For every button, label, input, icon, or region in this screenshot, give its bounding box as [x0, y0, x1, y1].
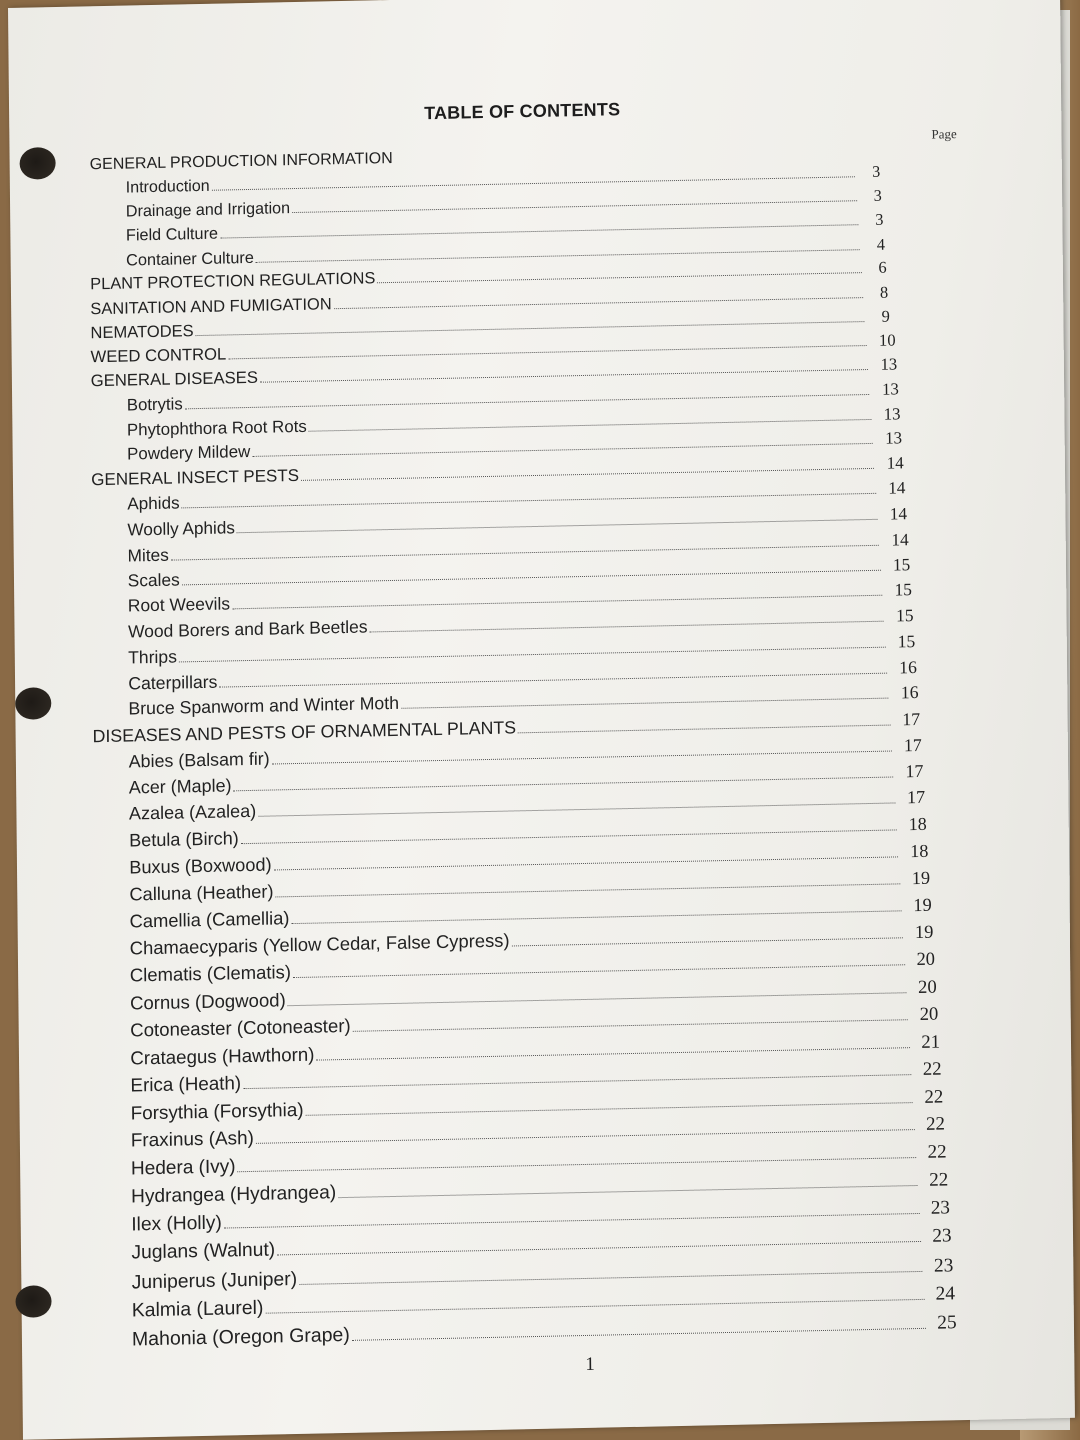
toc-page-number: 15	[894, 579, 913, 600]
dot-leader	[288, 991, 907, 1006]
toc-page-number: 17	[906, 787, 926, 808]
toc-page-number: 16	[900, 682, 919, 703]
toc-page-number: 20	[917, 976, 937, 998]
toc-label: Betula (Birch)	[129, 828, 239, 851]
toc-label: Woolly Aphids	[127, 517, 236, 540]
dot-leader	[292, 199, 857, 213]
toc-label: NEMATODES	[90, 320, 194, 342]
dot-leader	[306, 1101, 913, 1116]
toc-label: Azalea (Azalea)	[128, 801, 257, 824]
toc-label: Wood Borers and Bark Beetles	[127, 616, 368, 642]
toc-page-number: 22	[925, 1113, 946, 1135]
toc-page-number: 3	[872, 164, 881, 182]
toc-page-number: 14	[891, 529, 909, 550]
toc-label: Cotoneaster (Cotoneaster)	[130, 1014, 351, 1041]
toc-label: Camellia (Camellia)	[129, 907, 290, 932]
toc-page-number: 9	[881, 306, 890, 326]
toc-label: DISEASES AND PESTS OF ORNAMENTAL PLANTS	[92, 716, 517, 746]
toc-label: PLANT PROTECTION REGULATIONS	[90, 269, 376, 294]
dot-leader	[293, 964, 905, 979]
toc-label: Hydrangea (Hydrangea)	[131, 1182, 337, 1208]
toc-page-number: 10	[878, 330, 896, 350]
dot-leader	[238, 1156, 917, 1172]
toc-page-number: 25	[937, 1312, 957, 1334]
toc-label: GENERAL PRODUCTION INFORMATION	[89, 149, 393, 174]
toc-page-number: 15	[892, 555, 911, 575]
toc-label: Mahonia (Oregon Grape)	[131, 1323, 350, 1351]
dot-leader	[241, 828, 897, 844]
binder-hole-middle	[15, 687, 51, 720]
toc-page-number: 23	[932, 1225, 952, 1248]
toc-page-number: 19	[913, 895, 932, 916]
toc-label: Buxus (Boxwood)	[129, 854, 272, 878]
toc-page-number: 13	[881, 379, 899, 399]
toc-label: Powdery Mildew	[126, 442, 251, 464]
toc-label: Hedera (Ivy)	[130, 1156, 236, 1180]
toc-label: Fraxinus (Ash)	[130, 1127, 255, 1152]
toc-page-number: 18	[908, 813, 927, 835]
dot-leader	[265, 1298, 924, 1314]
toc-page-number: 13	[880, 354, 898, 375]
dot-leader	[377, 272, 861, 284]
dot-leader	[512, 937, 904, 947]
toc-label: Juglans (Walnut)	[131, 1239, 276, 1264]
dot-leader	[518, 723, 890, 733]
dot-leader	[272, 749, 892, 764]
toc-page-number: 13	[885, 428, 903, 448]
toc-page-number: 3	[875, 210, 884, 229]
toc-page-number: 21	[921, 1031, 941, 1053]
toc-page-number: 14	[889, 504, 908, 524]
toc-page-number: 17	[902, 708, 921, 729]
toc-label: Calluna (Heather)	[129, 880, 274, 905]
dot-leader	[277, 1240, 921, 1255]
dot-leader	[334, 296, 863, 309]
dot-leader	[243, 1073, 911, 1089]
toc-label: Thrips	[128, 646, 178, 668]
toc-label: GENERAL INSECT PESTS	[91, 466, 300, 490]
toc-page-number: 23	[933, 1255, 954, 1277]
toc-page-number: 4	[876, 234, 886, 254]
dot-leader	[276, 883, 900, 898]
bleed-through-text	[224, 99, 235, 137]
toc-page-number: 8	[879, 282, 889, 302]
toc-page-number: 24	[935, 1283, 956, 1305]
toc-label: Bruce Spanworm and Winter Moth	[128, 693, 400, 719]
toc-page-number: 22	[922, 1058, 942, 1081]
toc-label: Crataegus (Hawthorn)	[130, 1043, 315, 1069]
toc-label: Scales	[127, 569, 180, 591]
toc-page-number: 14	[886, 453, 904, 473]
toc-label: GENERAL DISEASES	[90, 368, 259, 391]
toc-page-number: 14	[888, 478, 906, 498]
toc-label: Acer (Maple)	[128, 775, 232, 798]
dot-leader	[258, 802, 895, 817]
toc-label: Juniperus (Juniper)	[131, 1267, 298, 1294]
toc-label: Abies (Balsam fir)	[128, 748, 270, 772]
toc-label: Cornus (Dogwood)	[129, 988, 286, 1014]
toc-label: Caterpillars	[128, 671, 218, 694]
toc-label: Introduction	[125, 177, 210, 197]
binder-hole-bottom	[15, 1285, 51, 1318]
dot-leader	[353, 1018, 908, 1032]
toc-label: Ilex (Holly)	[131, 1212, 222, 1236]
toc-page-number: 17	[905, 760, 924, 782]
toc-page-number: 3	[873, 187, 882, 205]
toc-page-number: 19	[914, 922, 934, 943]
toc-label: Chamaecyparis (Yellow Cedar, False Cypress)	[129, 929, 510, 959]
toc-label: Phytophthora Root Rots	[126, 416, 307, 440]
toc-label: Aphids	[127, 493, 180, 514]
dot-leader	[234, 776, 894, 792]
toc-label: Erica (Heath)	[130, 1072, 242, 1096]
toc-page-number: 22	[924, 1086, 944, 1108]
toc-page-number: 15	[895, 605, 914, 626]
binder-hole-top	[19, 147, 55, 180]
page-column-header: Page	[931, 126, 957, 142]
toc-page-number: 22	[929, 1169, 949, 1191]
toc-page-number: 18	[910, 840, 929, 861]
toc-page-number: 13	[883, 403, 901, 424]
toc-label: WEED CONTROL	[90, 344, 227, 367]
dot-leader	[301, 467, 874, 481]
toc-label: Mites	[127, 544, 169, 566]
toc-page-number: 16	[899, 656, 917, 677]
toc-label: SANITATION AND FUMIGATION	[90, 294, 332, 318]
dot-leader	[309, 418, 871, 432]
toc-label: Root Weevils	[127, 593, 231, 616]
toc-label: Botrytis	[126, 394, 183, 415]
toc-label: Field Culture	[125, 224, 219, 245]
dot-leader	[401, 697, 889, 709]
dot-leader	[352, 1327, 926, 1341]
dot-leader	[338, 1184, 918, 1198]
dot-leader	[252, 442, 872, 457]
toc-page-number: 23	[930, 1197, 951, 1219]
page-title: TABLE OF CONTENTS	[424, 99, 621, 124]
dot-leader	[256, 1128, 915, 1144]
toc-label: Forsythia (Forsythia)	[130, 1098, 304, 1124]
toc-page-number: 19	[911, 868, 931, 889]
toc-page-number: 15	[897, 630, 916, 652]
dot-leader	[317, 1046, 910, 1060]
toc-page-number: 20	[916, 949, 936, 970]
document-page	[8, 0, 1075, 1440]
toc-page-number: 20	[919, 1003, 939, 1026]
toc-page-number: 22	[927, 1141, 947, 1163]
page-number: 1	[585, 1353, 595, 1375]
dot-leader	[224, 1212, 920, 1229]
toc-label: Clematis (Clematis)	[129, 961, 292, 986]
dot-leader	[370, 620, 884, 633]
toc-label: Container Culture	[126, 248, 254, 270]
dot-leader	[292, 910, 902, 925]
dot-leader	[299, 1270, 923, 1285]
toc-page-number: 6	[878, 258, 887, 278]
dot-leader	[274, 855, 899, 870]
toc-page-number: 17	[903, 734, 922, 755]
toc-label: Kalmia (Laurel)	[131, 1297, 264, 1322]
toc-label: Drainage and Irrigation	[125, 199, 291, 221]
